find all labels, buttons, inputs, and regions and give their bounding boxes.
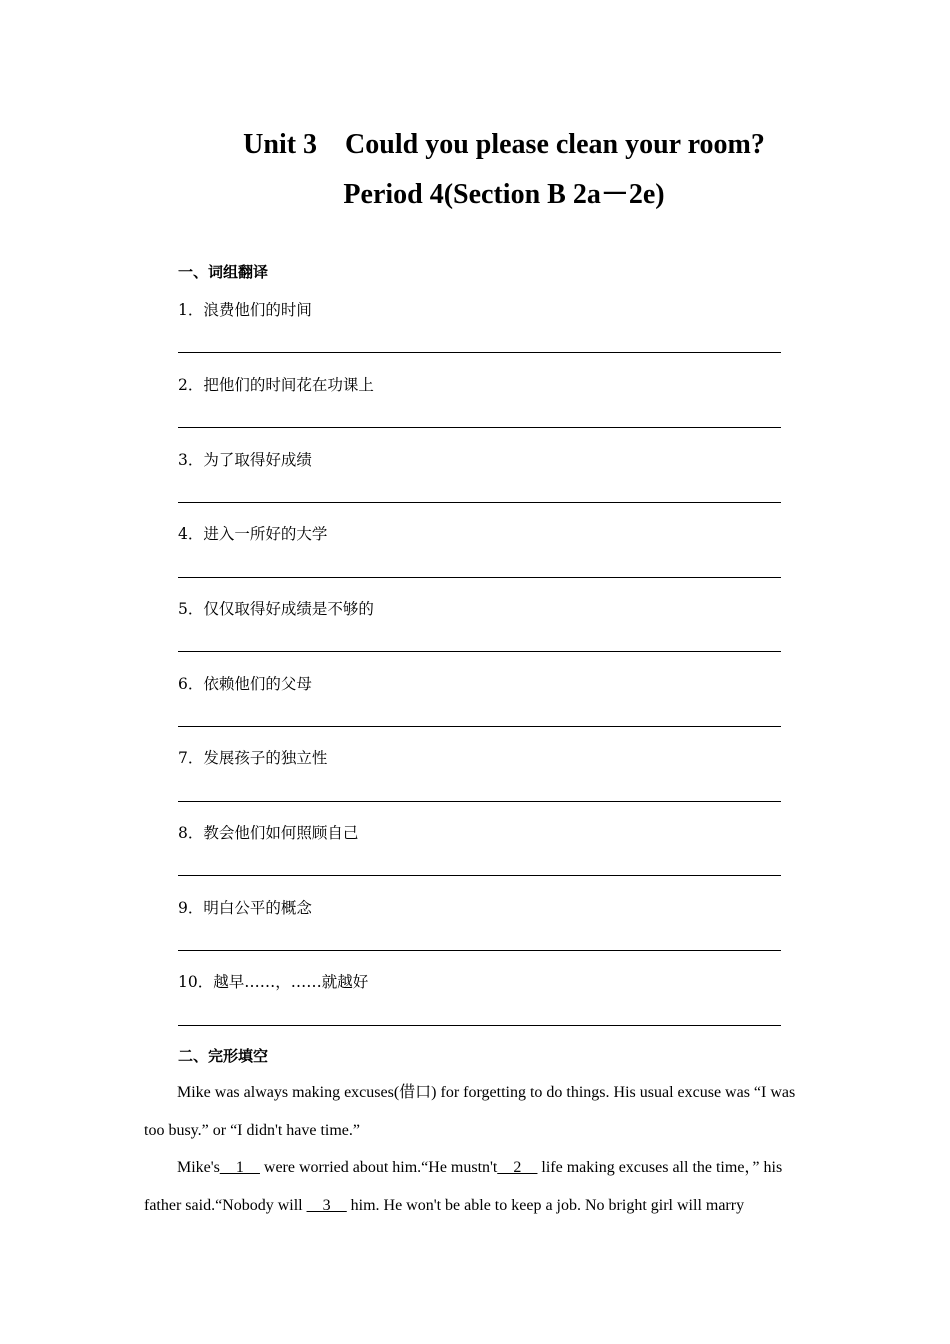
answer-line (178, 651, 781, 652)
blank-2: __2__ (497, 1159, 538, 1176)
list-item: 4．进入一所好的大学 (178, 525, 328, 543)
list-item: 5．仅仅取得好成绩是不够的 (178, 600, 374, 618)
answer-line (178, 577, 781, 578)
blank-1: __1__ (219, 1159, 260, 1176)
list-item: 10．越早……，……就越好 (178, 973, 369, 991)
answer-line (178, 801, 781, 802)
section-heading-1: 一、词组翻译 (178, 263, 269, 281)
answer-line (178, 352, 781, 353)
list-item: 8．教会他们如何照顾自己 (178, 824, 359, 842)
list-item: 7．发展孩子的独立性 (178, 749, 328, 767)
answer-line (178, 950, 781, 951)
answer-line (178, 1025, 781, 1026)
answer-line (178, 427, 781, 428)
list-item: 9．明白公平的概念 (178, 899, 312, 917)
answer-line (178, 875, 781, 876)
list-item: 1．浪费他们的时间 (178, 301, 312, 319)
list-item: 2．把他们的时间花在功课上 (178, 376, 374, 394)
section-heading-2: 二、完形填空 (178, 1047, 269, 1065)
answer-line (178, 726, 781, 727)
answer-line (178, 502, 781, 503)
passage-paragraph-1: Mike was always making excuses(借口) for forgetting to do things. His usual excuse was “I was too busy.” or “I didn't have time.” (144, 1084, 796, 1139)
blank-3: __3__ (306, 1196, 347, 1214)
page-title: Unit 3 Could you please clean your room? (243, 129, 765, 160)
page-subtitle: Period 4(Section B 2a－2e) (343, 179, 665, 210)
list-item: 3．为了取得好成绩 (178, 451, 312, 469)
list-item: 6．依赖他们的父母 (178, 675, 312, 693)
passage-paragraph-2: Mike's__1__ were worried about him.“He mustn't__2__ life making excuses all the time，” his father said.“Nobody will __3__ him. He won't be able to keep a job. No bright girl will marry (144, 1159, 783, 1214)
